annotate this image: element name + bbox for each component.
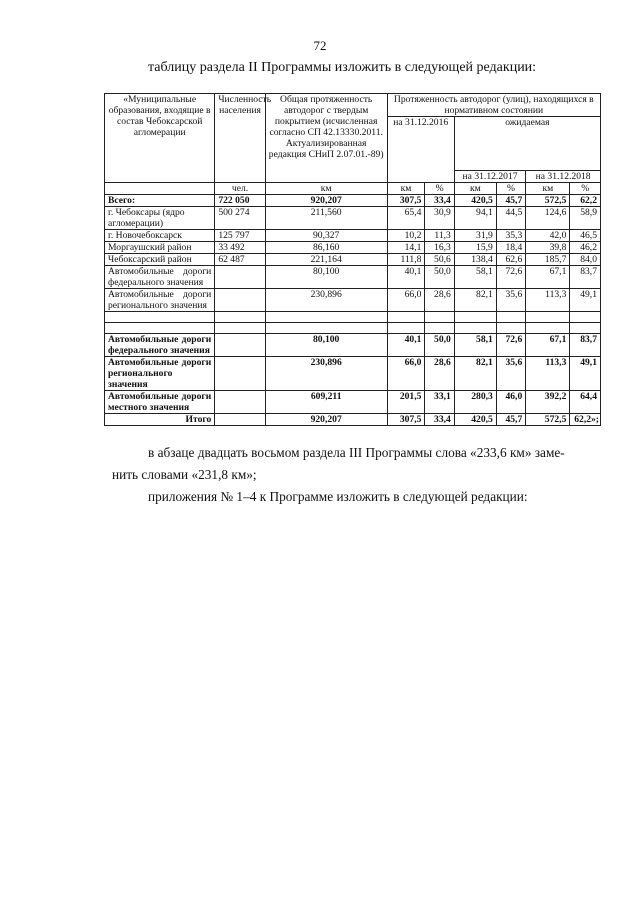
total-v2: 420,5 bbox=[454, 414, 496, 426]
row-p2: 35,6 bbox=[496, 289, 525, 312]
row-name: Автомобильные дороги регионального значения bbox=[105, 289, 215, 312]
row-name: г. Новочебоксарск bbox=[105, 230, 215, 242]
total-name: Итого bbox=[105, 414, 215, 426]
row-v2: 138,4 bbox=[454, 254, 496, 266]
summary-name: Автомобильные дороги регионального значения bbox=[105, 357, 215, 391]
unit-cell: % bbox=[425, 183, 454, 195]
summary-v3: 113,3 bbox=[526, 357, 570, 391]
table-row bbox=[105, 266, 601, 289]
summary-population bbox=[215, 334, 265, 357]
row-p1: 33,4 bbox=[425, 195, 454, 207]
row-p3: 84,0 bbox=[570, 254, 601, 266]
table-row bbox=[105, 230, 601, 242]
row-total: 80,100 bbox=[265, 266, 387, 289]
row-v1: 10,2 bbox=[387, 230, 425, 242]
empty-cell bbox=[215, 323, 265, 334]
row-p3: 46,5 bbox=[570, 230, 601, 242]
row-name: Чебоксарский район bbox=[105, 254, 215, 266]
row-v2: 82,1 bbox=[454, 289, 496, 312]
row-total: 920,207 bbox=[265, 195, 387, 207]
empty-cell bbox=[496, 312, 525, 323]
unit-cell: км bbox=[387, 183, 425, 195]
unit-cell: км bbox=[454, 183, 496, 195]
empty-row bbox=[105, 312, 601, 323]
empty-cell bbox=[105, 323, 215, 334]
paragraph-line-1: в абзаце двадцать восьмом раздела III Программы слова «233,6 км» заме- bbox=[148, 445, 565, 460]
summary-p1: 50,0 bbox=[425, 334, 454, 357]
empty-cell bbox=[105, 312, 215, 323]
summary-p2: 72,6 bbox=[496, 334, 525, 357]
row-total: 230,896 bbox=[265, 289, 387, 312]
row-p1: 11,3 bbox=[425, 230, 454, 242]
row-v3: 572,5 bbox=[526, 195, 570, 207]
row-v3: 42,0 bbox=[526, 230, 570, 242]
summary-row bbox=[105, 334, 601, 357]
row-v3: 39,8 bbox=[526, 242, 570, 254]
summary-name: Автомобильные дороги местного значения bbox=[105, 391, 215, 414]
row-v2: 420,5 bbox=[454, 195, 496, 207]
summary-p3: 83,7 bbox=[570, 334, 601, 357]
table-row bbox=[105, 242, 601, 254]
summary-row bbox=[105, 391, 601, 414]
row-v1: 40,1 bbox=[387, 266, 425, 289]
summary-v3: 392,2 bbox=[526, 391, 570, 414]
page-number: 72 bbox=[313, 38, 327, 53]
summary-v3: 67,1 bbox=[526, 334, 570, 357]
header-2018: на 31.12.2018 bbox=[526, 171, 601, 183]
paragraph-line-2: нить словами «231,8 км»; bbox=[112, 467, 257, 482]
units-empty bbox=[105, 183, 215, 195]
summary-v1: 66,0 bbox=[387, 357, 425, 391]
units-row bbox=[105, 183, 601, 195]
row-v3: 185,7 bbox=[526, 254, 570, 266]
summary-p3: 64,4 bbox=[570, 391, 601, 414]
summary-total: 230,896 bbox=[265, 357, 387, 391]
unit-cell: км bbox=[265, 183, 387, 195]
table-row bbox=[105, 207, 601, 230]
row-name: Автомобильные дороги федерального значения bbox=[105, 266, 215, 289]
empty-cell bbox=[496, 323, 525, 334]
row-p2: 45,7 bbox=[496, 195, 525, 207]
paragraph-amendment-1-cont bbox=[112, 464, 600, 485]
empty-cell bbox=[265, 323, 387, 334]
summary-name: Автомобильные дороги федерального значения bbox=[105, 334, 215, 357]
total-v3: 572,5 bbox=[526, 414, 570, 426]
row-v2: 15,9 bbox=[454, 242, 496, 254]
header-total-length: Общая протяженность автодорог с твердым покрытием (исчисленная согласно СП 42.13330.2011. Актуализированная редакция СНиП 2.07.01.-89) bbox=[265, 94, 387, 183]
empty-cell bbox=[570, 312, 601, 323]
total-p1: 33,4 bbox=[425, 414, 454, 426]
row-p1: 28,6 bbox=[425, 289, 454, 312]
empty-cell bbox=[387, 312, 425, 323]
unit-cell: % bbox=[570, 183, 601, 195]
row-population: 500 274 bbox=[215, 207, 265, 230]
row-total: 211,560 bbox=[265, 207, 387, 230]
total-row bbox=[105, 414, 601, 426]
summary-v2: 82,1 bbox=[454, 357, 496, 391]
row-v1: 66,0 bbox=[387, 289, 425, 312]
empty-cell bbox=[570, 323, 601, 334]
table-row bbox=[105, 254, 601, 266]
summary-p1: 28,6 bbox=[425, 357, 454, 391]
row-v3: 113,3 bbox=[526, 289, 570, 312]
row-p3: 58,9 bbox=[570, 207, 601, 230]
intro-text: таблицу раздела II Программы изложить в следующей редакции: bbox=[148, 60, 537, 75]
row-p2: 62,6 bbox=[496, 254, 525, 266]
row-name: Всего: bbox=[105, 195, 215, 207]
empty-cell bbox=[526, 323, 570, 334]
row-v1: 14,1 bbox=[387, 242, 425, 254]
header-on-date: на 31.12.2016 bbox=[387, 117, 454, 183]
unit-cell: чел. bbox=[215, 183, 265, 195]
header-normative: Протяженность автодорог (улиц), находящихся в нормативном состоянии bbox=[387, 94, 600, 117]
summary-row bbox=[105, 357, 601, 391]
header-expected: ожидаемая bbox=[454, 117, 600, 171]
empty-cell bbox=[425, 312, 454, 323]
header-2017: на 31.12.2017 bbox=[454, 171, 525, 183]
row-name: Моргаушский район bbox=[105, 242, 215, 254]
row-population: 125 797 bbox=[215, 230, 265, 242]
row-v1: 111,8 bbox=[387, 254, 425, 266]
row-total: 221,164 bbox=[265, 254, 387, 266]
row-p2: 18,4 bbox=[496, 242, 525, 254]
row-population: 62 487 bbox=[215, 254, 265, 266]
row-population: 33 492 bbox=[215, 242, 265, 254]
row-v2: 58,1 bbox=[454, 266, 496, 289]
row-p3: 83,7 bbox=[570, 266, 601, 289]
row-p2: 44,5 bbox=[496, 207, 525, 230]
row-p3: 49,1 bbox=[570, 289, 601, 312]
row-p1: 30,9 bbox=[425, 207, 454, 230]
total-v1: 307,5 bbox=[387, 414, 425, 426]
summary-v1: 40,1 bbox=[387, 334, 425, 357]
paragraph-amendment-1 bbox=[112, 442, 600, 463]
row-total: 90,327 bbox=[265, 230, 387, 242]
summary-p1: 33,1 bbox=[425, 391, 454, 414]
unit-cell: % bbox=[496, 183, 525, 195]
empty-row bbox=[105, 323, 601, 334]
summary-v2: 58,1 bbox=[454, 334, 496, 357]
summary-p2: 35,6 bbox=[496, 357, 525, 391]
total-p3: 62,2»; bbox=[570, 414, 601, 426]
row-v3: 67,1 bbox=[526, 266, 570, 289]
empty-cell bbox=[215, 312, 265, 323]
total-p2: 45,7 bbox=[496, 414, 525, 426]
row-p1: 16,3 bbox=[425, 242, 454, 254]
empty-cell bbox=[265, 312, 387, 323]
roads-table bbox=[104, 93, 601, 426]
unit-cell: км bbox=[526, 183, 570, 195]
row-name: г. Чебоксары (ядро агломерации) bbox=[105, 207, 215, 230]
summary-total: 609,211 bbox=[265, 391, 387, 414]
empty-cell bbox=[425, 323, 454, 334]
row-p1: 50,6 bbox=[425, 254, 454, 266]
row-population bbox=[215, 266, 265, 289]
summary-p2: 46,0 bbox=[496, 391, 525, 414]
summary-population bbox=[215, 357, 265, 391]
empty-cell bbox=[526, 312, 570, 323]
row-population: 722 050 bbox=[215, 195, 265, 207]
row-p1: 50,0 bbox=[425, 266, 454, 289]
row-v1: 307,5 bbox=[387, 195, 425, 207]
table-row bbox=[105, 289, 601, 312]
paragraph-amendment-2: приложения № 1–4 к Программе изложить в следующей редакции: bbox=[148, 489, 528, 504]
summary-p3: 49,1 bbox=[570, 357, 601, 391]
summary-v2: 280,3 bbox=[454, 391, 496, 414]
summary-population bbox=[215, 391, 265, 414]
row-total: 86,160 bbox=[265, 242, 387, 254]
row-p3: 46,2 bbox=[570, 242, 601, 254]
row-v2: 31,9 bbox=[454, 230, 496, 242]
row-v2: 94,1 bbox=[454, 207, 496, 230]
row-population bbox=[215, 289, 265, 312]
summary-v1: 201,5 bbox=[387, 391, 425, 414]
header-population: Численность населения bbox=[215, 94, 265, 183]
empty-cell bbox=[454, 323, 496, 334]
row-v3: 124,6 bbox=[526, 207, 570, 230]
row-v1: 65,4 bbox=[387, 207, 425, 230]
row-p2: 72,6 bbox=[496, 266, 525, 289]
table-row bbox=[105, 195, 601, 207]
empty-cell bbox=[387, 323, 425, 334]
total-total: 920,207 bbox=[265, 414, 387, 426]
empty-cell bbox=[454, 312, 496, 323]
summary-total: 80,100 bbox=[265, 334, 387, 357]
row-p2: 35,3 bbox=[496, 230, 525, 242]
header-municipal: «Муниципальные образования, входящие в состав Чебоксарской агломерации bbox=[105, 94, 215, 183]
row-p3: 62,2 bbox=[570, 195, 601, 207]
total-population bbox=[215, 414, 265, 426]
